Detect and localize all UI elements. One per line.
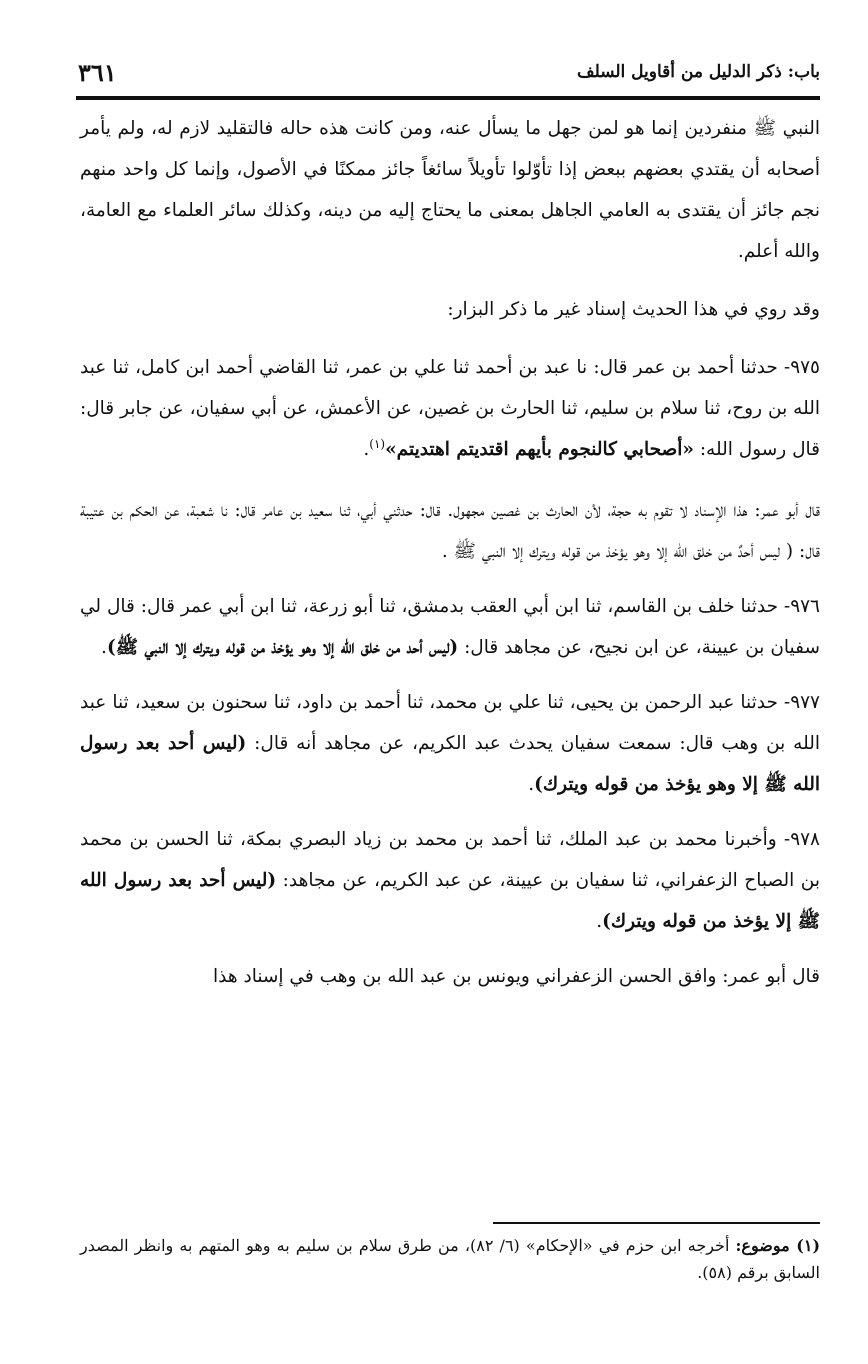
hadith-978-matn: (ليس أحد بعد رسول الله ﷺ إلا يؤخذ من قوله ويترك) bbox=[80, 870, 820, 932]
footnote-text: أخرجه ابن حزم في «الإحكام» (٦/ ٨٢)، من طرق سلام بن سليم به وهو المتهم به وانظر المصدر السابق برقم (٥٨). bbox=[80, 1236, 820, 1282]
main-text bbox=[80, 108, 820, 997]
hadith-978-end: . bbox=[596, 911, 603, 932]
running-title: باب: ذكر الدليل من أقاويل السلف bbox=[576, 62, 820, 82]
hadith-975-chain: ٩٧٥- حدثنا أحمد بن عمر قال: نا عبد بن أحمد ثنا علي بن عمر، ثنا القاضي أحمد ابن كامل، ثنا عبد الله بن روح، ثنا سلام بن سليم، ثنا الحارث بن غصين، عن الأعمش، عن أبي سفيان، عن جابر قال: قال رسول الله: bbox=[80, 357, 820, 460]
footnote-rule bbox=[493, 1222, 820, 1224]
footnote-marker: (١) bbox=[369, 436, 386, 451]
paragraph-abu-umar-2: قال أبو عمر: وافق الحسن الزعفراني ويونس بن عبد الله بن وهب في إسناد هذا bbox=[212, 966, 820, 987]
hadith-976-chain: ٩٧٦- حدثنا خلف بن القاسم، ثنا ابن أبي العقب بدمشق، ثنا أبو زرعة، ثنا ابن أبي عمر قال: قال لي سفيان بن عيينة، عن ابن نجيح، عن مجاهد قال: bbox=[80, 596, 820, 658]
hadith-978 bbox=[80, 819, 820, 942]
paragraph-isnad-note: وقد روي في هذا الحديث إسناد غير ما ذكر البزار: bbox=[447, 299, 820, 320]
hadith-976-matn: (ليس أحد من خلق الله إلا وهو يؤخذ من قوله ويترك إلا النبي ﷺ) bbox=[106, 637, 459, 658]
hadith-975 bbox=[80, 347, 820, 470]
page-header bbox=[78, 52, 820, 92]
hadith-977 bbox=[80, 682, 820, 805]
page-number: ٣٦١ bbox=[78, 58, 117, 87]
paragraph-opening: النبي ﷺ منفردين إنما هو لمن جهل ما يسأل عنه، ومن كانت هذه حاله فالتقليد لازم له، ولم يأمر أصحابه أن يقتدي بعضهم ببعض إذا تأوّلوا تأويلاً سائغاً جائز ممكنًا في الأصول، وإنما كل واحد منهم نجم جائز أن يقتدى به العامي الجاهل بمعنى ما يحتاج إليه من دينه، وكذلك سائر العلماء مع العامة، والله أعلم. bbox=[80, 118, 820, 262]
hadith-977-chain: ٩٧٧- حدثنا عبد الرحمن بن يحيى، ثنا علي بن محمد، ثنا أحمد بن داود، ثنا سحنون بن سعيد، ثنا عبد الله بن وهب قال: سمعت سفيان يحدث عبد الكريم، عن مجاهد أنه قال: bbox=[80, 692, 820, 754]
hadith-978-chain: ٩٧٨- وأخبرنا محمد بن عبد الملك، ثنا أحمد بن محمد بن زياد البصري بمكة، ثنا الحسن بن محمد بن الصباح الزعفراني، ثنا سفيان بن عيينة، عن عبد الكريم، عن مجاهد: bbox=[80, 829, 820, 891]
hadith-976 bbox=[80, 586, 820, 668]
header-rule bbox=[76, 96, 820, 100]
footnote-1 bbox=[80, 1232, 820, 1286]
paragraph-abu-umar-1: قال أبو عمر: هذا الإسناد لا تقوم به حجة، لأن الحارث بن غصين مجهول. قال: حدثني أبي، ثنا سعيد بن عامر قال: نا شعبة، عن الحكم بن عتيبة قال: ( ليس أحدٌ من خلق الله إلا وهو يؤخذ من قوله ويترك إلا النبي ﷺ . bbox=[80, 500, 820, 562]
footnote-label: (١) موضوع: bbox=[735, 1236, 821, 1255]
hadith-977-matn: (ليس أحد بعد رسول الله ﷺ إلا وهو يؤخذ من قوله ويترك) bbox=[80, 733, 820, 795]
hadith-975-matn: «أصحابي كالنجوم بأيهم اقتديتم اهتديتم» bbox=[385, 439, 694, 460]
hadith-977-end: . bbox=[528, 774, 535, 795]
hadith-976-end: . bbox=[101, 637, 107, 658]
hadith-975-end: . bbox=[363, 439, 370, 460]
